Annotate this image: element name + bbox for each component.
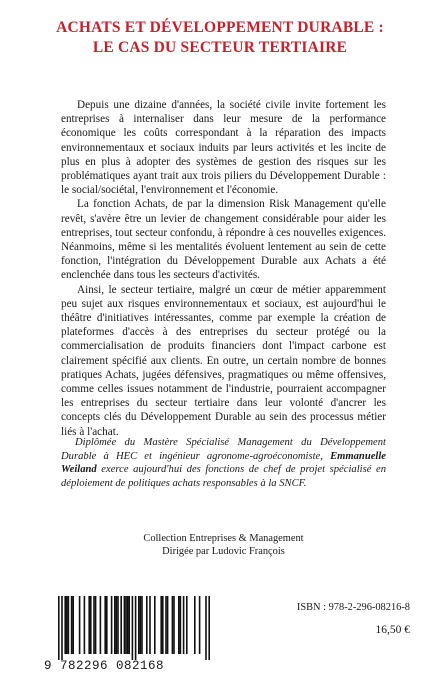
title-line-2: LE CAS DU SECTEUR TERTIAIRE [92,39,348,56]
barcode-bar [183,596,185,654]
barcode-bar [68,596,70,654]
barcode-bar [88,596,90,654]
price: 16,50 € [375,624,410,636]
barcode-bar [146,596,148,654]
barcode-bar [180,596,182,654]
collection-name: Collection Entreprises & Management [143,533,304,544]
barcode-bar [114,596,116,654]
author-bio-paragraph [61,436,386,490]
barcode-bar [120,596,122,654]
barcode-bar [199,596,201,654]
title-line-1: ACHATS ET DÉVELOPPEMENT DURABLE : [56,19,384,36]
author-bio [61,436,386,490]
barcode-bar [160,596,162,654]
blurb-paragraph-1: Depuis une dizaine d'années, la société civile invite fortement les entreprises à internaliser dans leur mesure de la performance économique les coûts correspondant à la réparation des impacts environnementaux et sociaux induits par leurs activités et les incite de plus en plus à adopter des systèmes de gestion des risques sur les problématiques ayant trait aux trois piliers du Développement Durable : le social/sociétal, l'environnement et l'économie. [61,99,386,197]
barcode-bar [66,596,68,654]
barcode-bar [172,596,174,654]
barcode-bar [104,596,106,654]
barcode-bar [208,596,210,660]
barcode-bar [125,596,127,654]
barcode-bar [95,596,97,654]
collection-info [61,532,386,558]
barcode-bar [72,596,74,654]
barcode-bar [141,596,143,654]
barcode-bar [128,596,130,654]
barcode-bar [162,596,164,654]
barcode-bar [127,596,129,654]
barcode-bar [111,596,113,654]
barcode-bar [138,596,140,654]
barcode-bar [186,596,188,654]
barcode-icon [44,596,224,660]
barcode-bar [84,596,86,654]
barcode-bar [93,596,95,654]
author-name: Emmanuelle Weiland [61,450,386,476]
barcode-bar [124,596,126,654]
book-title [40,18,400,58]
blurb-paragraph-3: Ainsi, le secteur tertiaire, malgré un cœur de métier apparemment peu sujet aux risques environnementaux et sociaux, est aujourd'hui le théâtre d'initiatives intéressantes, comme par exemple la création de plateformes d'accès à des entreprises du secteur protégé ou la commercialisation de produits financiers dont l'impact carbone est clairement spécifié aux clients. En outre, un certain nombre de bonnes pratiques Achats, jugées défensives, pragmatiques ou même offensives, comme celles issues notamment de l'industrie, pourraient accompagner les entreprises du secteur tertiaire dans leur volonté d'ancrer les concepts clés du Développement Durable au sein des processus métier liés à l'achat. [61,283,386,438]
barcode-bar [64,596,66,654]
barcode-bar [90,596,92,654]
barcode-bar [100,596,102,654]
bio-before: Diplômée du Mastère Spécialisé Management du Développement Durable à HEC et ingénieur agronome-agroéconomiste, [61,437,386,462]
barcode-bar [61,596,63,660]
barcode [44,596,224,676]
barcode-bar [194,596,196,654]
barcode-bar [140,596,142,654]
barcode-bar [135,596,137,660]
collection-director: Dirigée par Ludovic François [162,546,285,557]
bio-after: exerce aujourd'hui des fonctions de chef de projet spécialisé en déploiement de politiques achats responsables à la SNCF. [61,464,386,489]
barcode-bar [149,596,151,654]
barcode-bar [165,596,167,654]
isbn: ISBN : 978-2-296-08216-8 [296,602,410,613]
blurb-paragraph-2: La fonction Achats, de par la dimension Risk Management qu'elle revêt, s'avère être un levier de changement considérable pour aider les entreprises, tout secteur confondu, à répondre à ces nouvelles exigences. Néanmoins, même si les mentalités évoluent lentement au sein de cette fonction, l'intégration du Développement Durable aux Achats a été enclenchée dans tous les secteurs d'activités. [61,198,386,282]
barcode-bar [178,596,180,654]
barcode-bar [117,596,119,654]
barcode-bar [154,596,156,654]
blurb-text [61,98,386,439]
barcode-bar [167,596,169,654]
barcode-bar [173,596,175,654]
barcode-bar [71,596,73,654]
barcode-bar [132,596,134,660]
barcode-bar [116,596,118,654]
barcode-digits: 9 782296 082168 [44,659,165,673]
barcode-bar [79,596,81,654]
barcode-bar [205,596,207,660]
barcode-bar [58,596,60,660]
barcode-bar [106,596,108,654]
